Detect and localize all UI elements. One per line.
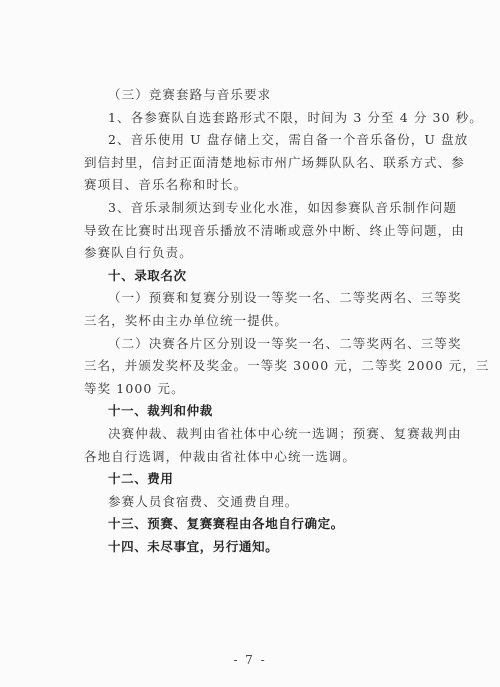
section-10-paragraph-1-line-2: 三名，奖杯由主办单位统一提供。 bbox=[84, 312, 289, 328]
page-number: - 7 - bbox=[233, 653, 267, 667]
section-3-title: （三）竞赛套路与音乐要求 bbox=[108, 87, 272, 102]
section-10-paragraph-2-line-2: 三名，并颁发奖杯及奖金。一等奖 3000 元，二等奖 2000 元，三 bbox=[84, 358, 490, 374]
section-3-paragraph-2-line-3: 赛项目、音乐名称和时长。 bbox=[84, 177, 248, 193]
section-14-heading: 十四、未尽事宜，另行通知。 bbox=[108, 538, 279, 554]
section-12-heading: 十二、费用 bbox=[108, 471, 174, 487]
section-3-paragraph-1: 1、各参赛队自选套路形式不限，时间为 3 分至 4 分 30 秒。 bbox=[108, 109, 483, 125]
section-12-paragraph-1: 参赛人员食宿费、交通费自理。 bbox=[108, 493, 299, 509]
section-10-paragraph-2-line-3: 等奖 1000 元。 bbox=[84, 380, 185, 396]
section-11-paragraph-1-line-1: 决赛仲裁、裁判由省社体中心统一选调；预赛、复赛裁判由 bbox=[108, 425, 462, 441]
section-3-paragraph-3-line-2: 导致在比赛时出现音乐播放不清晰或意外中断、终止等问题，由 bbox=[84, 222, 465, 238]
document-body bbox=[84, 84, 490, 558]
section-3-paragraph-3-line-3: 参赛队自行负责。 bbox=[84, 245, 193, 261]
section-11-paragraph-1-line-2: 各地自行选调，仲裁由省社体中心统一选调。 bbox=[84, 448, 357, 464]
section-11-heading: 十一、裁判和仲裁 bbox=[108, 403, 213, 419]
section-10-heading: 十、录取名次 bbox=[108, 267, 187, 283]
section-3-paragraph-3-line-1: 3、音乐录制须达到专业化水准，如因参赛队音乐制作问题 bbox=[108, 199, 458, 215]
section-3-paragraph-2-line-1: 2、音乐使用 U 盘存储上交，需自备一个音乐备份，U 盘放 bbox=[108, 132, 469, 148]
section-10-paragraph-1-line-1: （一）预赛和复赛分别设一等奖一名、二等奖两名、三等奖 bbox=[108, 290, 462, 306]
section-3-paragraph-2-line-2: 到信封里，信封正面清楚地标市州广场舞队队名、联系方式、参 bbox=[84, 154, 465, 170]
section-13-heading: 十三、预赛、复赛赛程由各地自行确定。 bbox=[108, 516, 344, 532]
section-10-paragraph-2-line-1: （二）决赛各片区分别设一等奖一名、二等奖两名、三等奖 bbox=[108, 335, 462, 351]
